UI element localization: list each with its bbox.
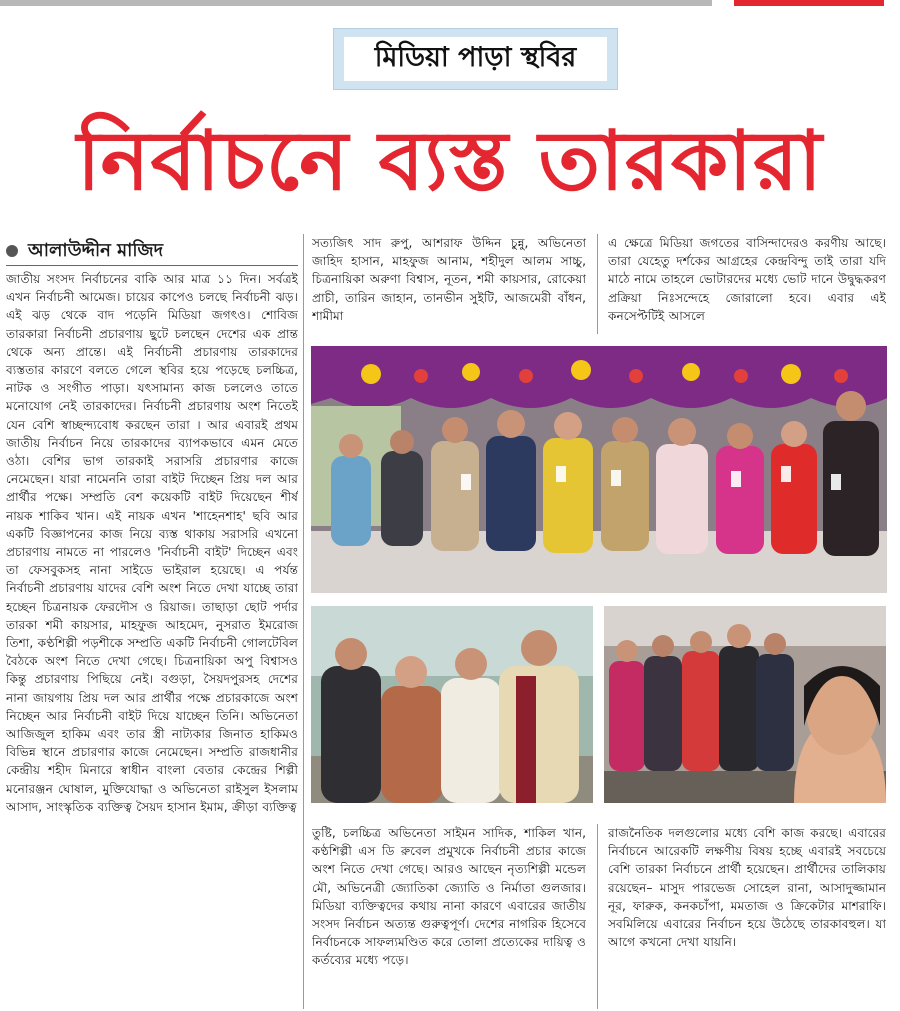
byline-underline <box>6 265 298 266</box>
top-rule-gray <box>0 0 712 6</box>
top-rule-red <box>734 0 884 6</box>
article-column-3-bottom: রাজনৈতিক দলগুলোর মধ্যে বেশি কাজ করছে। এবারের নির্বাচনে আরেকটি লক্ষণীয় বিষয় হচ্ছে এবারই সবচেয়ে বেশি তারকা নির্বাচনে প্রার্থী হয়েছেন। প্রার্থীদের তালিকায় রয়েছেন– মাসুদ পারভেজ সোহেল রানা, আসাদুজ্জামান নূর, ফারুক, কনকচাঁপা, মমতাজ ও ক্রিকেটার মাশরাফি। সবমিলিয়ে এবারের নির্বাচন হয়ে উঠেছে তারকাবহুল। যা আগে কখনো দেখা যায়নি। <box>608 826 886 950</box>
article-column-2-bottom: তুষ্টি, চলচ্চিত্র অভিনেতা সাইমন সাদিক, শাকিল খান, কণ্ঠশিল্পী এস ডি রুবেল প্রমুখকে নির্বাচনী প্রচার কাজে অংশ নিতে দেখা গেছে। আরও আছেন নৃত্যশিল্পী মন্ডেল মৌ, অভিনেত্রী জ্যোতিকা জ্যোতি ও নির্মাতা গুলজার। মিডিয়া ব্যক্তিত্বদের কথায় নানা কারণে এবারের জাতীয় সংসদ নির্বাচন অত্যন্ত গুরুত্বপূর্ণ। দেশের নাগরিক হিসেবে নির্বাচনকে সাফল্যমণ্ডিত করে তোলা প্রত্যেকের দায়িত্ব ও কর্তব্যের মধ্যে পড়ে। <box>312 826 586 968</box>
byline-bullet-icon <box>6 245 18 257</box>
photo-campaign-truck <box>311 346 887 593</box>
byline <box>6 238 296 264</box>
photo-selfie-group <box>604 606 886 803</box>
kicker-box <box>333 28 618 90</box>
kicker-text: মিডিয়া পাড়া স্থবির <box>344 37 607 81</box>
column-divider <box>597 824 598 1009</box>
article-column-1: জাতীয় সংসদ নির্বাচনের বাকি আর মাত্র ১১ দিন। সর্বত্রই এখন নির্বাচনী আমেজ। চায়ের কাপেও চলছে নির্বাচনী ঝড়। এই ঝড় থেকে বাদ পড়েনি মিডিয়া জগৎও। শোবিজ তারকারা নির্বাচনী প্রচারণায় ছুটে চলছেন দেশের এক প্রান্ত থেকে অন্য প্রান্তে। এই নির্বাচনী প্রচারণায় তারকাদের ব্যস্ততার কারণে বলতে গেলে স্থবির হয়ে পড়েছে চলচ্চিত্র, নাটক ও সংগীত পাড়া। যৎসামান্য কাজ চললেও তাতে মনোযোগ নেই তারকাদের। নির্বাচনী প্রচারণায় অংশ নিতেই যেন বেশি স্বাচ্ছন্দ্যবোধ করছেন তারা । আর এবারই প্রথম জাতীয় নির্বাচন নিয়ে তারকাদের ব্যাপকভাবে এমন মেতে ওঠা। বেশির ভাগ তারকাই সরাসরি প্রচারণার কাজে নেমেছেন। যারা নামেননি তারা বাইট দিচ্ছেন প্রিয় দল আর প্রার্থীর পক্ষে। সম্প্রতি বেশ কয়েকটি বাইট দিয়েছেন শীর্ষ নায়ক শাকিব খান। এই নায়ক এখন 'শাহেনশাহ' ছবি আর একটি বিজ্ঞাপনের কাজ নিয়ে ব্যস্ত থাকায় সরাসরি এখনো প্রচারণায় নামতে না পারলেও 'নির্বাচনী বাইট' দিচ্ছেন এবং তা ফেসবুকসহ নানা সাইডে ভাইরাল হয়েছে। এ পর্যন্ত নির্বাচনী প্রচারণায় যাদের বেশি অংশ নিতে দেখা যাচ্ছে তারা হচ্ছেন চিত্রনায়ক ফেরদৌস ও রিয়াজ। তাছাড়া ছোট পর্দার তারকা শমী কায়সার, মাহফুজ আহমেদ, নুসরাত ইমরোজ তিশা, কণ্ঠশিল্পী পড়শীকে সম্প্রতি একটি নির্বাচনী গোলটেবিল বৈঠকে অংশ নিতে দেখা গেছে। চিত্রনায়িকা অপু বিশ্বাসও কিন্তু প্রচারণায় পিছিয়ে নেই। বগুড়া, সৈয়দপুরসহ দেশের নানা জায়গায় প্রিয় দল আর প্রার্থীর পক্ষে প্রচারকাজে অংশ নিচ্ছেন আর নির্বাচনী বাইট দিয়ে যাচ্ছেন তিনি। অভিনেতা আজিজুল হাকিম এবং তার স্ত্রী নাট্যকার জিনাত হাকিমও বিভিন্ন স্থানে প্রচারণার কাজে নেমেছেন। সম্প্রতি রাজধানীর কেন্দ্রীয় শহীদ মিনারে স্বাধীন বাংলা বেতার কেন্দ্রের শিল্পী মনোরঞ্জন ঘোষাল, মুক্তিযোদ্ধা ও অভিনেতা রাইসুল ইসলাম আসাদ, সাংস্কৃতিক ব্যক্তিত্ব সৈয়দ হাসান ইমাম, ক্রীড়া ব্যক্তিত্ব <box>6 272 298 814</box>
column-divider <box>597 234 598 334</box>
article-column-2-top: সত্যজিৎ সাদ রুপু, আশরাফ উদ্দিন চুন্নু, অভিনেতা জাহিদ হাসান, মাহফুজ আনাম, শহীদুল আলম সাচ্চু, চিত্রনায়িকা অরুণা বিশ্বাস, নূতন, শমী কায়সার, রোকেয়া প্রাচী, তারিন জাহান, তানভীন সুইটি, আজমেরী বাঁধন, শামীমা <box>312 236 586 323</box>
byline-author: আলাউদ্দীন মাজিদ <box>28 239 164 261</box>
article-column-3-top: এ ক্ষেত্রে মিডিয়া জগতের বাসিন্দাদেরও করণীয় আছে। তারা যেহেতু দর্শকের আগ্রহের কেন্দ্রবিন্দু তাই তারা যদি মাঠে নামে তাহলে ভোটারদের মধ্যে ভোট দানে উদ্বুদ্ধকরণ প্রক্রিয়া নিঃসন্দেহে জোরালো হবে। এবার এই কনসেপ্টটিই আসলে <box>608 236 886 323</box>
headline: নির্বাচনে ব্যস্ত তারকারা <box>77 114 823 209</box>
column-divider <box>303 234 304 1009</box>
photo-seated-group <box>311 606 593 803</box>
